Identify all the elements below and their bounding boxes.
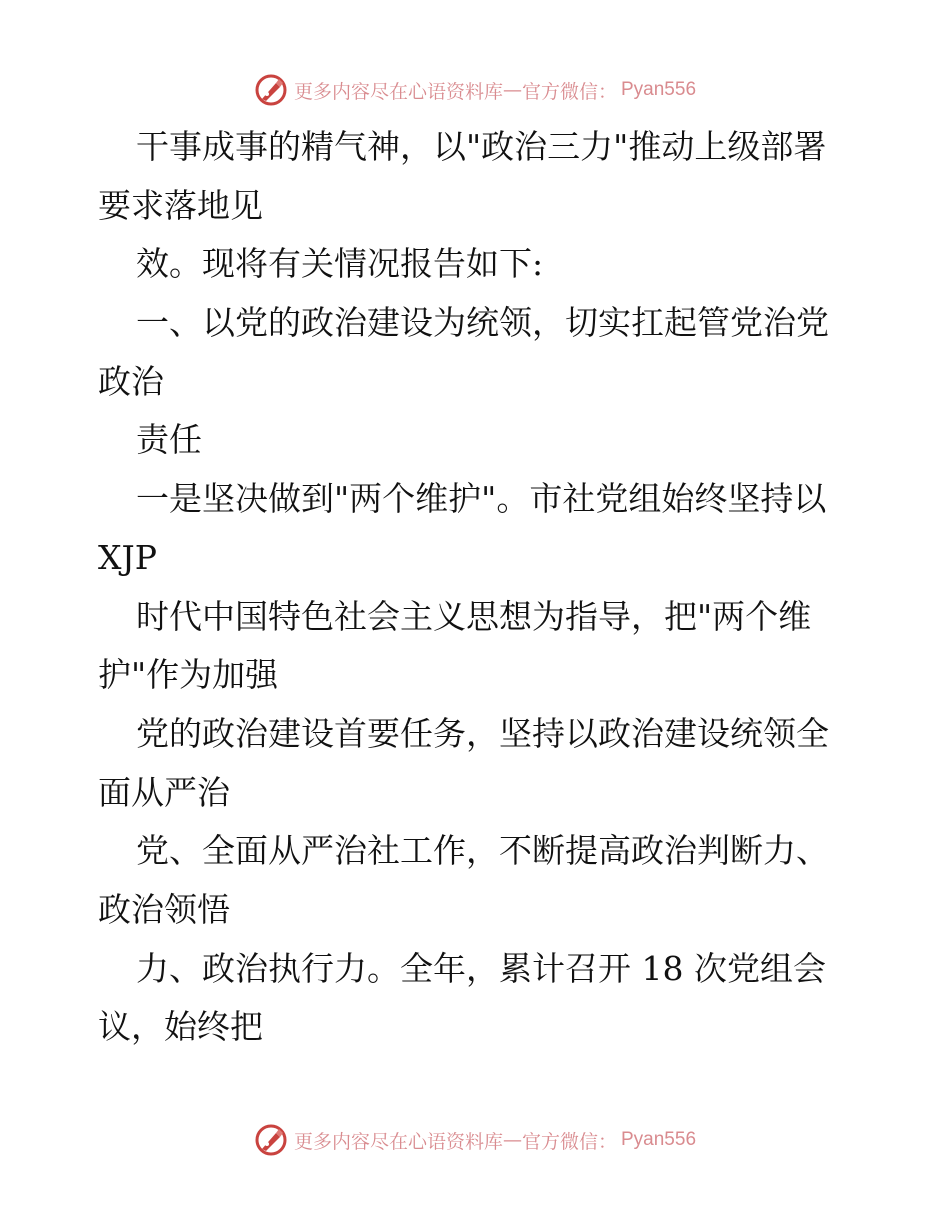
body-line: XJP: [98, 537, 157, 577]
body-line: 要求落地见: [98, 185, 263, 225]
footer-wechat-id: Pyan556: [621, 1129, 697, 1150]
header-wechat-label: 官方微信：: [521, 80, 617, 103]
body-line: 干事成事的精气神，以"政治三力"推动上级部署: [136, 127, 827, 166]
body-line: 护"作为加强: [98, 655, 279, 695]
footer-wechat-label: 官方微信：: [521, 1130, 617, 1153]
footer-banner-text: 更多内容尽在心语资料库: [293, 1130, 503, 1153]
document-body: [98, 118, 858, 1057]
body-line: 一是坚决做到"两个维护"。市社党组始终坚持以: [136, 479, 827, 519]
footer-banner: [0, 1120, 950, 1160]
pen-logo-icon: [254, 73, 288, 107]
section-heading-line: 责任: [136, 420, 202, 460]
body-line: 时代中国特色社会主义思想为指导，把"两个维: [136, 596, 812, 636]
section-heading-line: 政治: [98, 361, 164, 401]
body-line: 力、政治执行力。全年，累计召开 18 次党组会: [136, 948, 826, 988]
footer-banner-separator: —: [502, 1129, 522, 1151]
body-line: 议，始终把: [98, 1007, 263, 1047]
header-wechat-id: Pyan556: [621, 79, 697, 100]
body-line: 政治领悟: [98, 889, 230, 929]
pen-logo-icon: [254, 1123, 288, 1157]
header-banner-separator: —: [502, 79, 522, 101]
section-heading-line: 一、以党的政治建设为统领，切实扛起管党治党: [136, 303, 829, 343]
header-banner-text: 更多内容尽在心语资料库: [293, 80, 503, 103]
body-line: 党、全面从严治社工作，不断提高政治判断力、: [136, 831, 829, 871]
header-banner: [0, 70, 950, 110]
body-line: 党的政治建设首要任务，坚持以政治建设统领全: [136, 713, 829, 753]
body-line: 面从严治: [98, 772, 230, 812]
body-line: 效。现将有关情况报告如下:: [136, 244, 544, 284]
